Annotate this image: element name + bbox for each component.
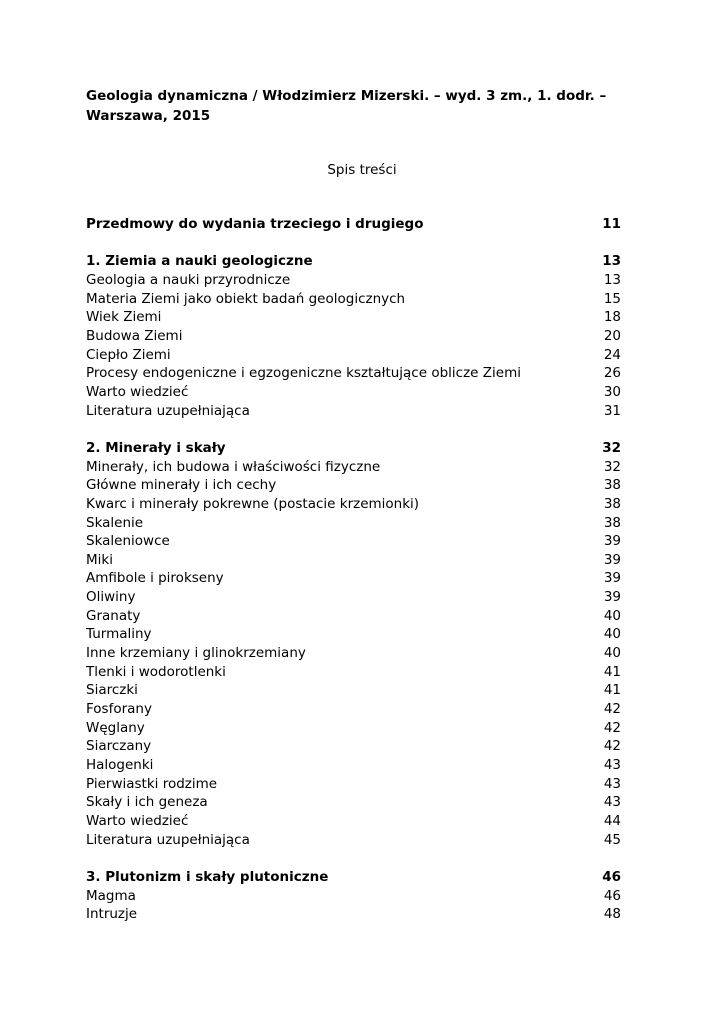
toc-page-number: 40 [603,626,621,643]
toc-page-number: 38 [603,495,621,512]
toc-entry-row [86,551,621,570]
toc-entry-row [86,383,621,402]
toc-entry-label: Węglany [86,719,145,736]
toc-entry-label: Granaty [86,607,141,624]
toc-entry-row [86,308,621,327]
toc-entry-label: 2. Minerały i skały [86,439,226,456]
toc-entry-row [86,607,621,626]
toc-entry-row [86,588,621,607]
toc-entry-label: Główne minerały i ich cechy [86,477,277,494]
toc-page-number: 15 [603,290,621,307]
toc-page-number: 31 [603,402,621,419]
toc-page-number: 39 [603,533,621,550]
toc-page-number: 44 [603,813,621,829]
toc-entry-label: Budowa Ziemi [86,327,183,344]
toc-entry-row [86,458,621,477]
toc-spacer [86,849,621,868]
toc-page-number: 41 [603,663,621,680]
toc-entry-row [86,514,621,533]
toc-entry-label: Fosforany [86,701,152,718]
toc-page-number: 42 [603,738,621,755]
toc-page-number: 46 [602,868,621,885]
toc-entry-label: Literatura uzupełniająca [86,402,250,419]
toc-page-number: 43 [603,794,621,811]
toc-entry-label: Tlenki i wodorotlenki [86,663,226,680]
toc-entry-row [86,887,621,906]
toc-entry-label: Inne krzemiany i glinokrzemiany [86,645,306,662]
toc-entry-label: Skalenie [86,514,144,531]
toc-page-number: 38 [603,514,621,531]
toc-entry-label: Siarczany [86,738,152,755]
toc-entry-row [86,402,621,421]
toc-entry-row [86,663,621,682]
toc-entry-row [86,775,621,794]
toc-entry-label: Oliwiny [86,589,136,606]
toc-entry-label: Procesy endogeniczne i egzogeniczne kształtujące oblicze Ziemi [86,365,521,382]
toc-page-number: 26 [603,365,621,382]
toc-entry-label: Wiek Ziemi [86,309,162,326]
toc-page-number: 18 [603,309,621,326]
toc-page-number: 39 [603,551,621,568]
toc-entry-label: 3. Plutonizm i skały plutoniczne [86,868,329,885]
toc-spacer [86,420,621,439]
toc-entry-label: Ciepło Ziemi [86,346,171,363]
toc-entry-row [86,327,621,346]
header-line-1: Geologia dynamiczna / Włodzimierz Mizerski. – wyd. 3 zm., 1. dodr. – [86,88,607,104]
toc-entry-row [86,495,621,514]
toc-chapter-row [86,252,621,271]
toc-entry-label: Skaleniowce [86,533,170,550]
toc-entry-row [86,793,621,812]
toc-entry-row [86,737,621,756]
toc-entry-label: Warto wiedzieć [86,813,189,829]
toc-page-number: 39 [603,570,621,587]
toc-entry-label: Przedmowy do wydania trzeciego i drugiego [86,216,424,232]
toc-entry-row [86,532,621,551]
bibliographic-header [86,86,631,126]
toc-page-number: 40 [603,645,621,662]
toc-spacer [86,234,621,253]
toc-entry-label: Amfibole i pirokseny [86,570,224,587]
toc-entry-row [86,644,621,663]
toc-page-number: 11 [602,216,621,232]
toc-entry-label: Intruzje [86,906,138,923]
toc-entry-label: 1. Ziemia a nauki geologiczne [86,253,313,270]
toc-entry-row [86,756,621,775]
toc-entry-label: Siarczki [86,682,138,699]
toc-entry-row [86,719,621,738]
toc-entry-label: Turmaliny [86,626,152,643]
toc-entry-label: Minerały, ich budowa i właściwości fizyczne [86,458,381,475]
toc-entry-label: Geologia a nauki przyrodnicze [86,271,291,288]
toc-page-number: 43 [603,757,621,774]
toc-entry-row [86,476,621,495]
toc-entry-label: Warto wiedzieć [86,383,189,400]
toc-entry-label: Pierwiastki rodzime [86,775,218,792]
toc-page-number: 42 [603,701,621,718]
toc-entry-label: Kwarc i minerały pokrewne (postacie krzemionki) [86,495,420,512]
toc-entry-row [86,812,621,831]
toc-entry-label: Halogenki [86,757,154,774]
toc-title: Spis treści [327,162,397,178]
toc-page-number: 32 [602,439,621,456]
toc-entry-row [86,346,621,365]
toc-page-number: 39 [603,589,621,606]
toc-page-number: 43 [603,775,621,792]
toc-entry-row [86,271,621,290]
toc-chapter-row [86,215,621,234]
toc-entry-row [86,700,621,719]
toc-page-number: 46 [603,887,621,904]
toc-page-number: 41 [603,682,621,699]
toc-page-number: 42 [603,719,621,736]
toc-page-number: 20 [603,327,621,344]
toc-page-number: 30 [603,383,621,400]
toc-entry-label: Skały i ich geneza [86,794,208,811]
toc-chapter-row [86,868,621,887]
toc-entry-label: Materia Ziemi jako obiekt badań geologicznych [86,290,406,307]
header-line-2: Warszawa, 2015 [86,108,211,124]
toc-entry-label: Magma [86,887,136,904]
toc-entry-label: Miki [86,551,113,568]
toc-page-number: 13 [603,271,621,288]
toc-entry-row [86,681,621,700]
toc-entry-row [86,831,621,850]
toc-entry-row [86,290,621,309]
toc-page-number: 13 [602,253,621,270]
toc-page-number: 40 [603,607,621,624]
toc-entry-row [86,625,621,644]
toc-entry-row [86,364,621,383]
toc-page-number: 38 [603,477,621,494]
toc-chapter-row [86,439,621,458]
table-of-contents [86,215,621,924]
toc-page-number: 45 [603,831,621,848]
toc-entry-row [86,569,621,588]
toc-page-number: 32 [603,458,621,475]
toc-page-number: 48 [603,906,621,923]
toc-entry-row [86,905,621,924]
toc-page-number: 24 [603,346,621,363]
toc-entry-label: Literatura uzupełniająca [86,831,250,848]
